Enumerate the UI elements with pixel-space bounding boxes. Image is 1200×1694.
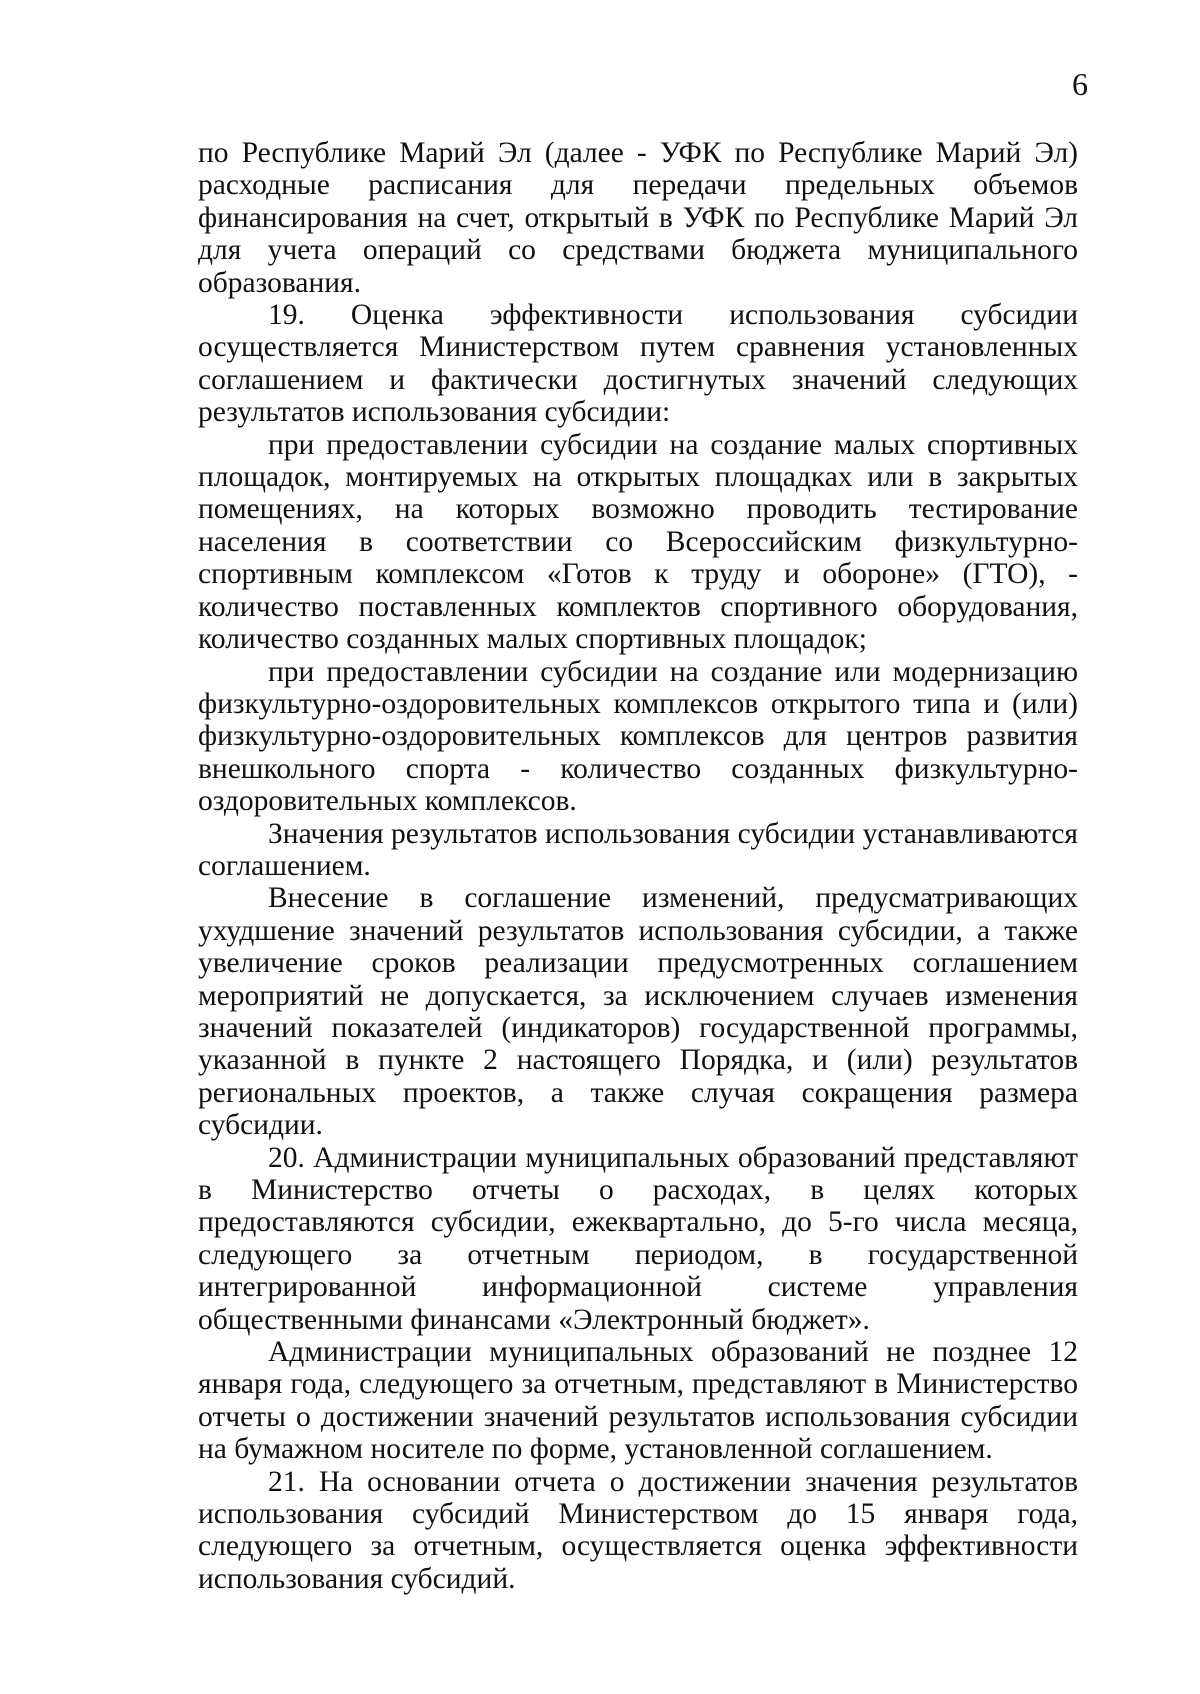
paragraph-clause-19: 19. Оценка эффективности использования субсидии осуществляется Министерством путем сравнения установленных соглашением и фактически достигнутых значений следующих результатов использования субсидии: (198, 299, 1078, 429)
document-body (198, 137, 1078, 1595)
paragraph-continuation: по Республике Марий Эл (далее - УФК по Республике Марий Эл) расходные расписания для передачи предельных объемов финансирования на счет, открытый в УФК по Республике Марий Эл для учета операций со средствами бюджета муниципального образования. (198, 137, 1078, 299)
paragraph-amendments: Внесение в соглашение изменений, предусматривающих ухудшение значений результатов использования субсидии, а также увеличение сроков реализации предусмотренных соглашением мероприятий не допускается, за исключением случаев изменения значений показателей (индикаторов) государственной программы, указанной в пункте 2 настоящего Порядка, и (или) результатов региональных проектов, а также случая сокращения размера субсидии. (198, 882, 1078, 1142)
paragraph-result-values: Значения результатов использования субсидии устанавливаются соглашением. (198, 817, 1078, 882)
paragraph-small-sports-grounds: при предоставлении субсидии на создание малых спортивных площадок, монтируемых на открытых площадках или в закрытых помещениях, на которых возможно проводить тестирование населения в соответствии со Всероссийским физкультурно-спортивным комплексом «Готов к труду и обороне» (ГТО), - количество поставленных комплектов спортивного оборудования, количество созданных малых спортивных площадок; (198, 428, 1078, 656)
paragraph-clause-20: 20. Администрации муниципальных образований представляют в Министерство отчеты о расходах, в целях которых предоставляются субсидии, ежеквартально, до 5-го числа месяца, следующего за отчетным периодом, в государственной интегрированной информационной системе управления общественными финансами «Электронный бюджет». (198, 1141, 1078, 1336)
paragraph-fitness-complexes: при предоставлении субсидии на создание или модернизацию физкультурно-оздоровительных комплексов открытого типа и (или) физкультурно-оздоровительных комплексов для центров развития внешкольного спорта - количество созданных физкультурно-оздоровительных комплексов. (198, 655, 1078, 818)
paragraph-clause-21: 21. На основании отчета о достижении значения результатов использования субсидий Министерством до 15 января года, следующего за отчетным, осуществляется оценка эффективности использования субсидий. (198, 1465, 1078, 1595)
paragraph-annual-reports: Администрации муниципальных образований не позднее 12 января года, следующего за отчетным, представляют в Министерство отчеты о достижении значений результатов использования субсидии на бумажном носителе по форме, установленной соглашением. (198, 1336, 1078, 1466)
page-number: 6 (1072, 66, 1088, 102)
